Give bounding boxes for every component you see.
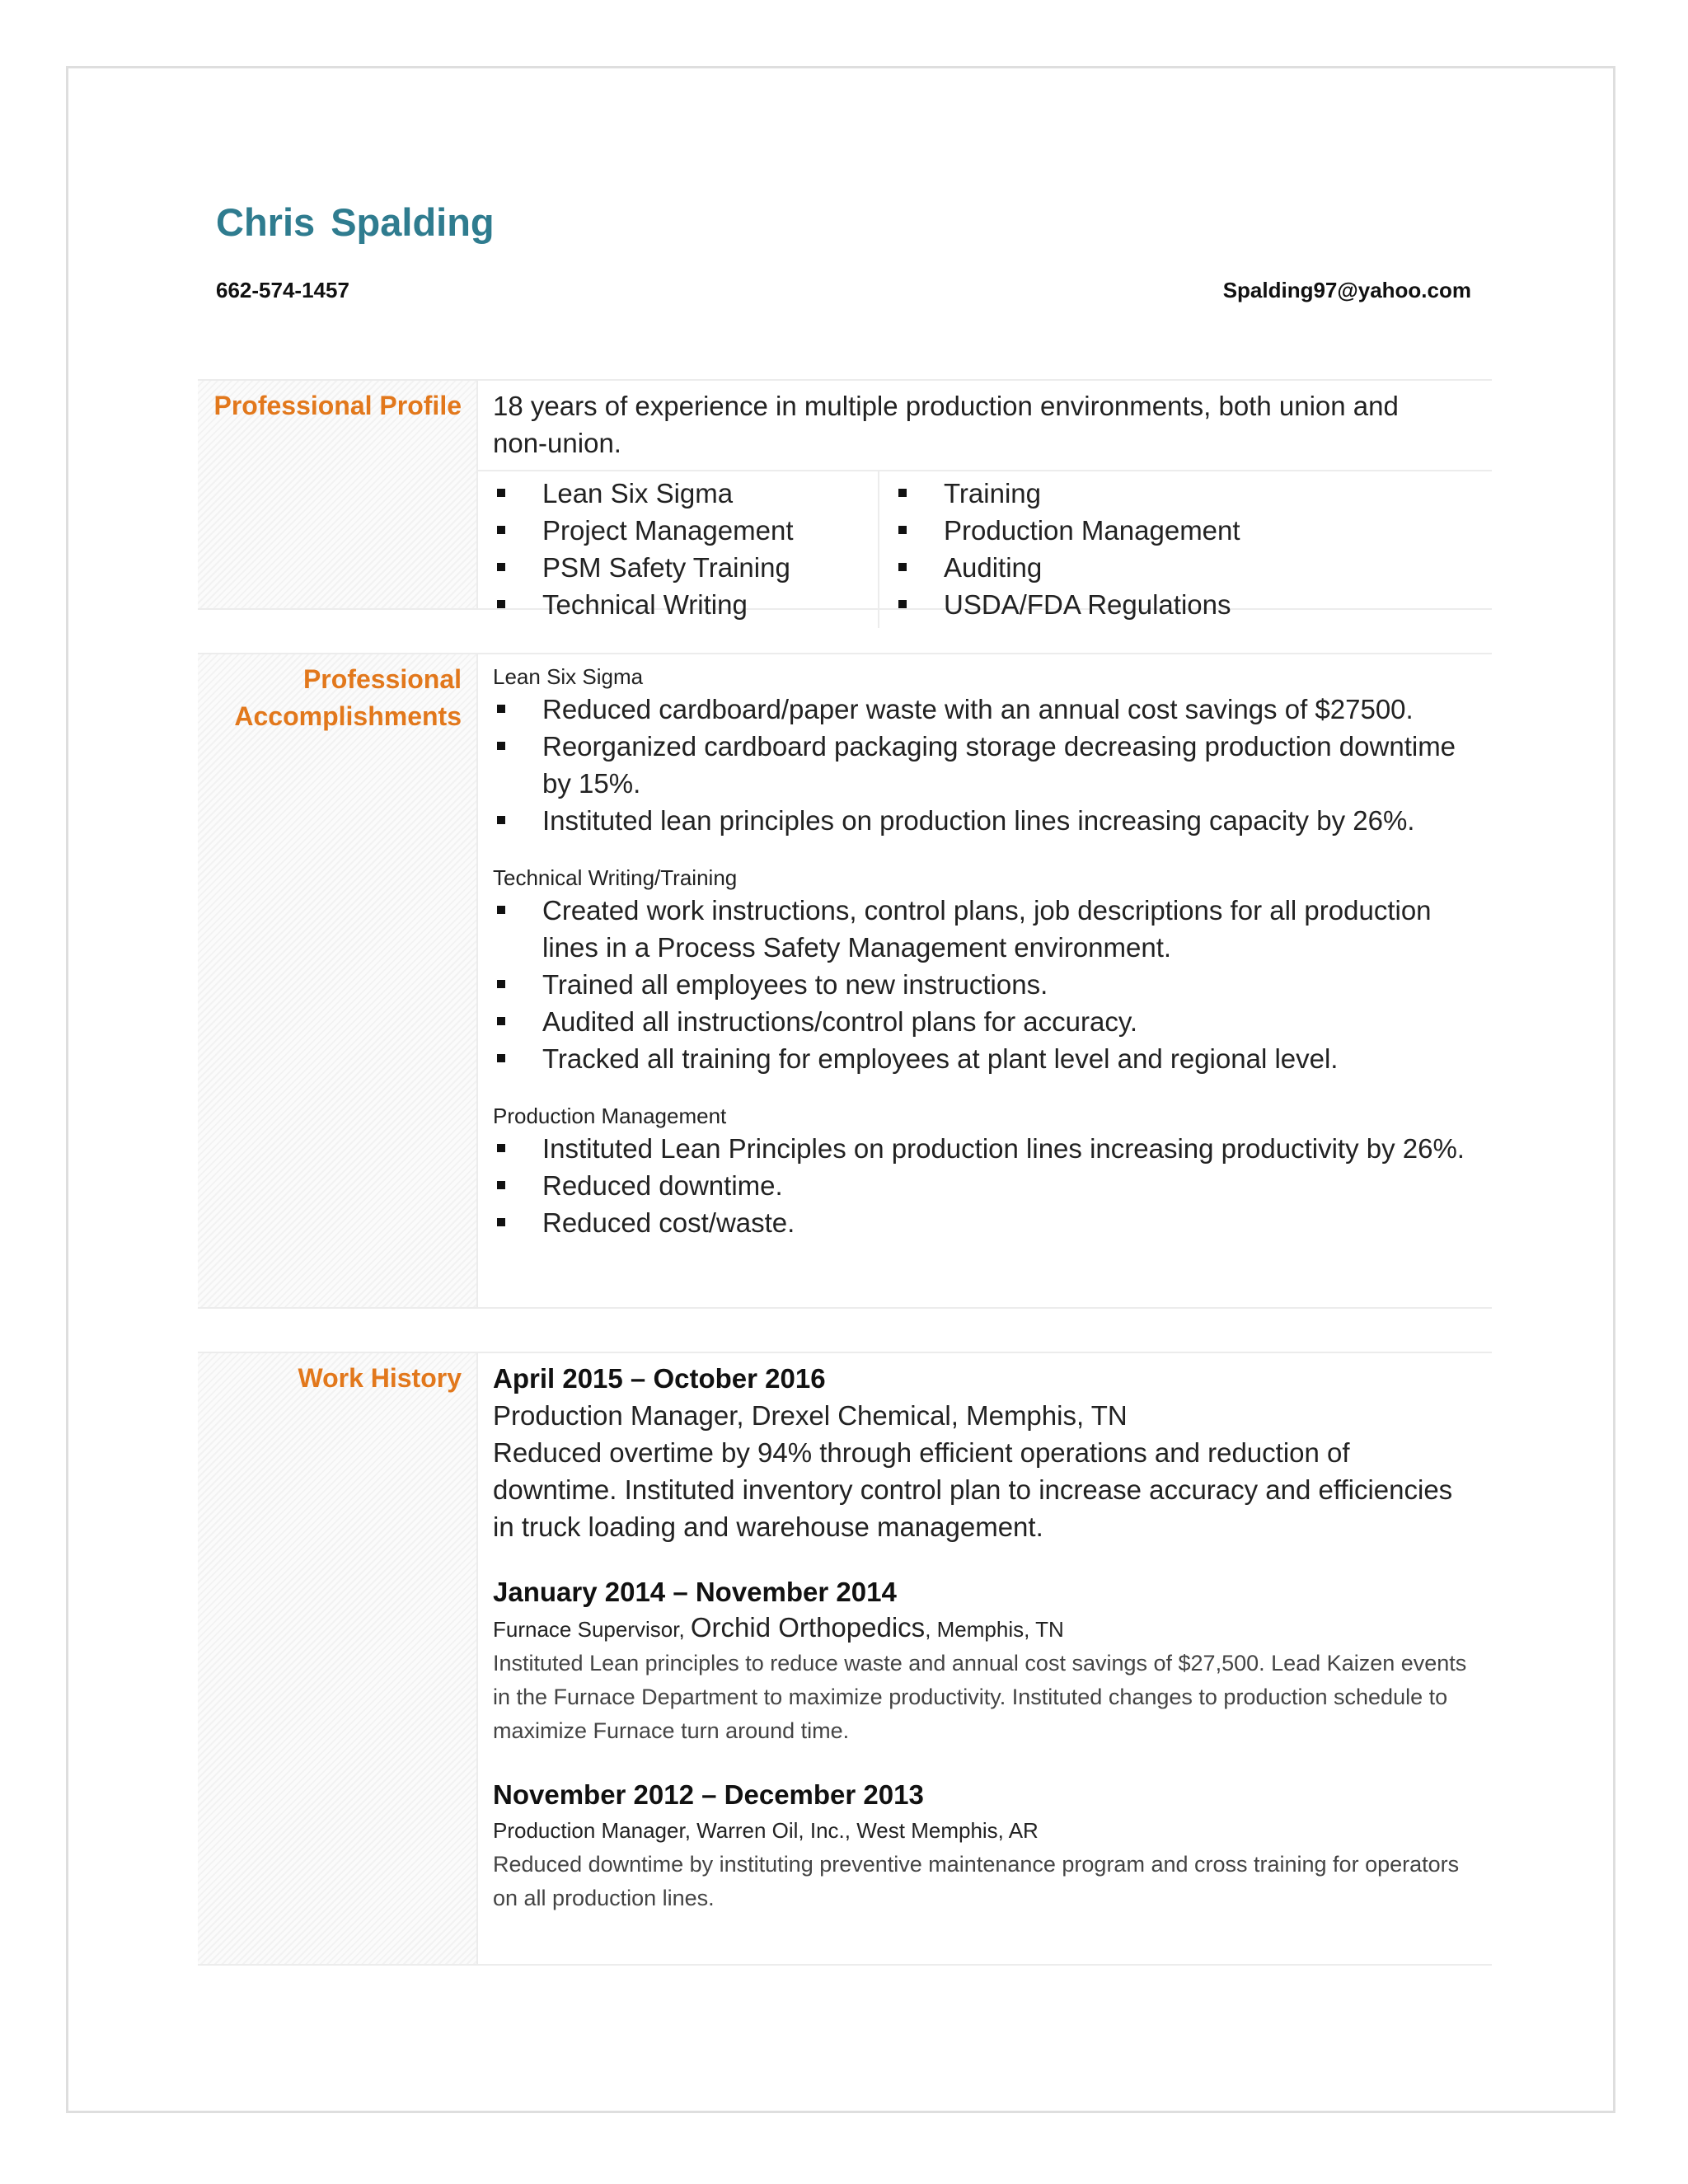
job-entry	[493, 1776, 1492, 1915]
accomplishment-group-lean	[493, 663, 1467, 839]
job-entry	[493, 1353, 1492, 1545]
job-entry	[493, 1573, 1492, 1748]
list-item: Trained all employees to new instructions.	[493, 966, 1467, 1003]
accomplishments-label: Professional Accomplishments	[198, 654, 478, 1307]
profile-label: Professional Profile	[198, 381, 478, 608]
list-item: USDA/FDA Regulations	[894, 586, 1492, 623]
job-dates: January 2014 – November 2014	[493, 1577, 897, 1607]
job-description: Instituted Lean principles to reduce waste and annual cost savings of $27,500. Lead Kaizen events in the Furnace Department to maximize productivity. Instituted changes to production schedule to maximize Furnace turn around time.	[493, 1651, 1467, 1743]
job-title: Production Manager, Drexel Chemical, Memphis, TN	[493, 1400, 1128, 1431]
list-item: Auditing	[894, 549, 1492, 586]
skills-table	[478, 471, 1492, 628]
phone-number: 662-574-1457	[216, 278, 349, 302]
job-dates: April 2015 – October 2016	[493, 1363, 826, 1394]
list-item: Lean Six Sigma	[493, 475, 878, 512]
group-heading: Lean Six Sigma	[493, 664, 644, 689]
job-title: Furnace Supervisor, Orchid Orthopedics, Memphis, TN	[493, 1612, 1064, 1643]
job-description: Reduced downtime by instituting preventive maintenance program and cross training for operators on all production lines.	[493, 1852, 1460, 1910]
list-item: Reduced cardboard/paper waste with an annual cost savings of $27500.	[493, 691, 1467, 728]
work-history-section	[198, 1352, 1492, 1966]
skills-list-left	[493, 475, 878, 623]
list-item: Production Management	[894, 512, 1492, 549]
accomplishment-group-writing	[493, 864, 1467, 1077]
list-item: Technical Writing	[493, 586, 878, 623]
list-item: Created work instructions, control plans, job descriptions for all production lines in a Process Safety Management environment.	[493, 892, 1467, 966]
list-item: Instituted Lean Principles on production lines increasing productivity by 26%.	[493, 1130, 1467, 1167]
list-item: Audited all instructions/control plans for accuracy.	[493, 1003, 1467, 1040]
candidate-name: Chris Spalding	[216, 200, 495, 244]
profile-summary: 18 years of experience in multiple production environments, both union and non-union.	[478, 381, 1492, 471]
list-item: Reorganized cardboard packaging storage decreasing production downtime by 15%.	[493, 728, 1467, 802]
work-history-label: Work History	[198, 1353, 478, 1964]
list-item: PSM Safety Training	[493, 549, 878, 586]
job-dates: November 2012 – December 2013	[493, 1779, 924, 1810]
list-item: Instituted lean principles on production lines increasing capacity by 26%.	[493, 802, 1467, 839]
list-item: Reduced cost/waste.	[493, 1204, 1467, 1241]
group-heading: Technical Writing/Training	[493, 865, 738, 890]
list-item: Project Management	[493, 512, 878, 549]
accomplishment-group-production	[493, 1102, 1467, 1241]
accomplishments-section	[198, 653, 1492, 1309]
email-address: Spalding97@yahoo.com	[1222, 278, 1471, 302]
list-item: Training	[894, 475, 1492, 512]
profile-section	[198, 379, 1492, 620]
list-item: Reduced downtime.	[493, 1167, 1467, 1204]
skills-list-right	[894, 475, 1492, 623]
job-description: Reduced overtime by 94% through efficient operations and reduction of downtime. Instituted inventory control plan to increase accuracy and efficiencies in truck loading and warehouse management.	[493, 1437, 1453, 1542]
list-item: Tracked all training for employees at plant level and regional level.	[493, 1040, 1467, 1077]
job-title: Production Manager, Warren Oil, Inc., West Memphis, AR	[493, 1818, 1039, 1843]
group-heading: Production Management	[493, 1104, 727, 1128]
